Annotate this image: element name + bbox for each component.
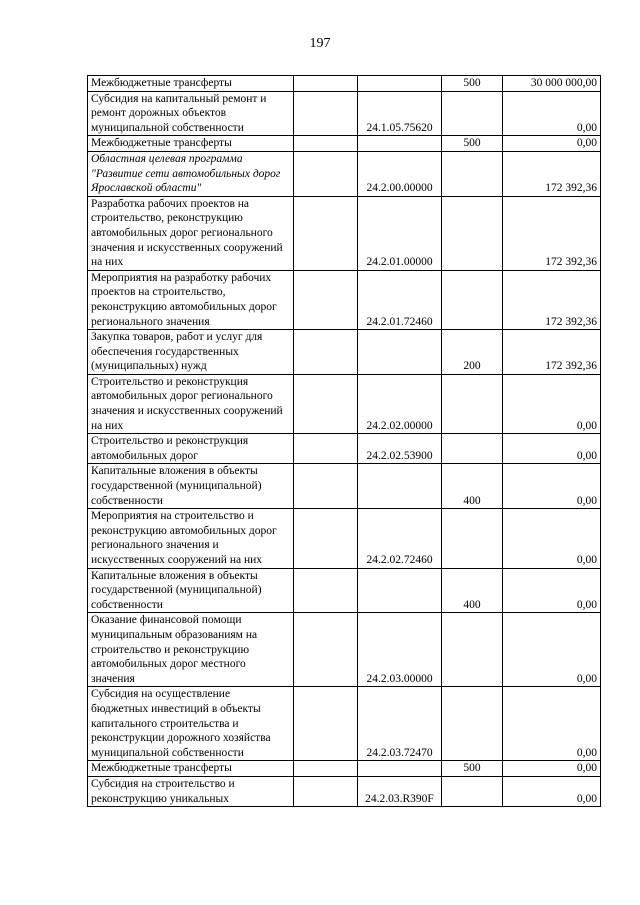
row-name: Субсидия на капитальный ремонт и ремонт дорожных объектов муниципальной собственности (88, 91, 294, 136)
row-amount: 0,00 (503, 761, 601, 777)
row-expense-type (442, 613, 503, 687)
row-expense-type (442, 270, 503, 329)
table-row (88, 91, 601, 136)
row-name: Межбюджетные трансферты (88, 136, 294, 152)
row-amount: 0,00 (503, 136, 601, 152)
row-expense-type: 400 (442, 568, 503, 613)
row-code: 24.2.00.00000 (358, 151, 442, 196)
row-expense-type: 200 (442, 330, 503, 375)
row-code (358, 330, 442, 375)
row-amount: 0,00 (503, 568, 601, 613)
table-row (88, 434, 601, 464)
table-row (88, 196, 601, 270)
row-name: Межбюджетные трансферты (88, 761, 294, 777)
row-code (358, 568, 442, 613)
row-empty-cell (294, 136, 358, 152)
row-code: 24.2.03.00000 (358, 613, 442, 687)
row-code: 24.2.01.72460 (358, 270, 442, 329)
row-empty-cell (294, 776, 358, 806)
row-amount: 0,00 (503, 91, 601, 136)
table-row (88, 136, 601, 152)
row-empty-cell (294, 374, 358, 433)
table-row (88, 374, 601, 433)
row-amount: 0,00 (503, 687, 601, 761)
row-code (358, 76, 442, 92)
row-code: 24.2.01.00000 (358, 196, 442, 270)
row-empty-cell (294, 509, 358, 568)
row-amount: 0,00 (503, 613, 601, 687)
row-empty-cell (294, 464, 358, 509)
row-name: Строительство и реконструкция автомобильных дорог регионального значения и искусственных сооружений на них (88, 374, 294, 433)
table-row (88, 151, 601, 196)
row-expense-type (442, 509, 503, 568)
row-amount: 172 392,36 (503, 151, 601, 196)
row-expense-type (442, 91, 503, 136)
row-empty-cell (294, 330, 358, 375)
row-empty-cell (294, 568, 358, 613)
page-number: 197 (309, 36, 331, 51)
row-expense-type (442, 196, 503, 270)
row-name: Субсидия на осуществление бюджетных инвестиций в объекты капитального строительства и реконструкции дорожного хозяйства муниципальной собственности (88, 687, 294, 761)
table-row (88, 76, 601, 92)
row-expense-type: 500 (442, 136, 503, 152)
row-amount: 172 392,36 (503, 330, 601, 375)
row-amount: 172 392,36 (503, 270, 601, 329)
row-name: Капитальные вложения в объекты государственной (муниципальной) собственности (88, 464, 294, 509)
budget-table (87, 75, 601, 807)
row-expense-type (442, 687, 503, 761)
row-empty-cell (294, 270, 358, 329)
row-empty-cell (294, 76, 358, 92)
row-code: 24.2.02.72460 (358, 509, 442, 568)
row-empty-cell (294, 761, 358, 777)
row-code (358, 136, 442, 152)
row-name: Строительство и реконструкция автомобильных дорог (88, 434, 294, 464)
row-expense-type (442, 151, 503, 196)
row-name: Оказание финансовой помощи муниципальным образованиям на строительство и реконструкцию автомобильных дорог местного значения (88, 613, 294, 687)
row-name: Субсидия на строительство и реконструкцию уникальных (88, 776, 294, 806)
row-code: 24.2.02.53900 (358, 434, 442, 464)
row-code: 24.2.03.R390F (358, 776, 442, 806)
row-code (358, 761, 442, 777)
row-code: 24.1.05.75620 (358, 91, 442, 136)
row-amount: 0,00 (503, 776, 601, 806)
table-row (88, 568, 601, 613)
row-name: Мероприятия на разработку рабочих проектов на строительство, реконструкцию автомобильных дорог регионального значения (88, 270, 294, 329)
row-amount: 0,00 (503, 434, 601, 464)
row-amount: 172 392,36 (503, 196, 601, 270)
budget-table-body (88, 76, 601, 807)
row-expense-type (442, 434, 503, 464)
row-expense-type: 500 (442, 76, 503, 92)
row-empty-cell (294, 687, 358, 761)
row-code: 24.2.02.00000 (358, 374, 442, 433)
row-name: Закупка товаров, работ и услуг для обеспечения государственных (муниципальных) нужд (88, 330, 294, 375)
table-row (88, 761, 601, 777)
table-row (88, 464, 601, 509)
row-code: 24.2.03.72470 (358, 687, 442, 761)
table-row (88, 270, 601, 329)
table-row (88, 509, 601, 568)
row-expense-type (442, 374, 503, 433)
row-empty-cell (294, 434, 358, 464)
table-row (88, 687, 601, 761)
row-empty-cell (294, 91, 358, 136)
row-empty-cell (294, 151, 358, 196)
row-name: Капитальные вложения в объекты государственной (муниципальной) собственности (88, 568, 294, 613)
row-amount: 30 000 000,00 (503, 76, 601, 92)
row-name: Мероприятия на строительство и реконструкцию автомобильных дорог регионального значения и искусственных сооружений на них (88, 509, 294, 568)
row-amount: 0,00 (503, 509, 601, 568)
table-row (88, 776, 601, 806)
row-expense-type: 500 (442, 761, 503, 777)
row-amount: 0,00 (503, 374, 601, 433)
row-code (358, 464, 442, 509)
table-row (88, 613, 601, 687)
row-expense-type: 400 (442, 464, 503, 509)
row-name: Разработка рабочих проектов на строительство, реконструкцию автомобильных дорог регионального значения и искусственных сооружений на них (88, 196, 294, 270)
row-name: Межбюджетные трансферты (88, 76, 294, 92)
row-expense-type (442, 776, 503, 806)
row-empty-cell (294, 613, 358, 687)
row-name: Областная целевая программа "Развитие сети автомобильных дорог Ярославской области" (88, 151, 294, 196)
table-row (88, 330, 601, 375)
row-amount: 0,00 (503, 464, 601, 509)
row-empty-cell (294, 196, 358, 270)
